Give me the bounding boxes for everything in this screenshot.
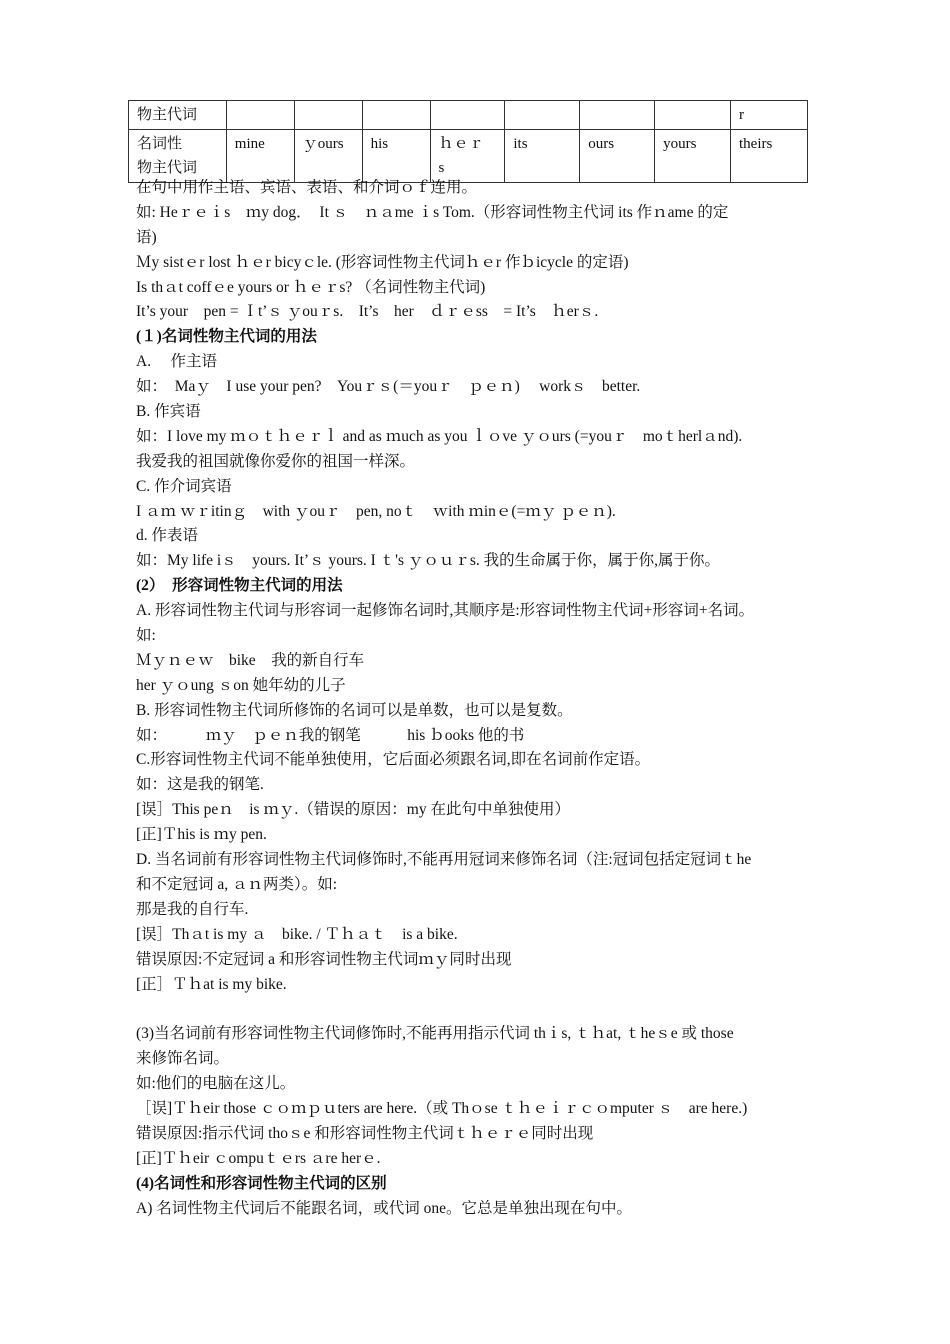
- text-line: 我爱我的祖国就像你爱你的祖国一样深。: [136, 452, 416, 470]
- text-line: 那是我的自行车.: [136, 900, 249, 918]
- text-line: Ｍy sistｅr lost ｈｅr bicyｃle. (形容词性物主代词ｈｅr 作ｂicycle 的定语): [136, 253, 629, 271]
- table-cell: theirs: [731, 130, 808, 183]
- table-cell: his: [362, 130, 430, 183]
- table-cell: ｙours: [294, 130, 362, 183]
- text-line: 语): [136, 228, 157, 246]
- table-cell: [294, 101, 362, 130]
- text-line: 错误原因:指示代词 thoｓe 和形容词性物主代词ｔｈｅｒｅ同时出现: [136, 1124, 594, 1142]
- text-line: A. 形容词性物主代词与形容词一起修饰名词时,其顺序是:形容词性物主代词+形容词+名词。: [136, 602, 755, 620]
- pronoun-table: [128, 100, 808, 183]
- text-line: [正]Ｔｈeir ｃompuｔｅrs ａre herｅ.: [136, 1149, 381, 1167]
- text-line: 如: Heｒｅｉs ｍy dog． It ｓ ｎａme ｉs Tom.（形容词性物主代词 its 作ｎame 的定: [136, 203, 729, 221]
- text-line: 如：这是我的钢笔.: [136, 776, 264, 794]
- text-line: [误］Thａt is my ａ bike. / Ｔｈａｔ is a bike.: [136, 925, 458, 943]
- text-line: [正］Ｔｈat is my bike.: [136, 975, 287, 993]
- text-line: 错误原因:不定冠词 a 和形容词性物主代词ｍｙ同时出现: [136, 950, 512, 968]
- text-line: 和不定冠词 a, ａｎ两类）。如:: [136, 875, 338, 893]
- table-cell: [430, 101, 505, 130]
- text-line: [正]Ｔhis is ｍy pen.: [136, 826, 267, 844]
- text-line: B. 作宾语: [136, 403, 201, 421]
- section-heading: (１)名词性物主代词的用法: [136, 328, 317, 346]
- text-line: d. 作表语: [136, 527, 199, 545]
- text-line: Is thａt coffｅe yours or ｈｅｒs? （名词性物主代词): [136, 278, 486, 296]
- section-heading: (4)名词性和形容词性物主代词的区别: [136, 1174, 387, 1192]
- body-text: [136, 176, 816, 1221]
- text-line: [误］This peｎ is ｍｙ.（错误的原因：my 在此句中单独使用）: [136, 801, 570, 819]
- table-cell: [580, 101, 655, 130]
- blank-line: [136, 997, 816, 1022]
- table-cell: its: [505, 130, 580, 183]
- text-line: It’s your pen = Ｉt’ｓ ｙouｒs. It’s her ｄｒｅss = It’s ｈerｓ.: [136, 303, 599, 321]
- text-line: A. 作主语: [136, 353, 217, 371]
- table-cell: r: [731, 101, 808, 130]
- text-line: C.形容词性物主代词不能单独使用，它后面必须跟名词,即在名词前作定语。: [136, 751, 651, 769]
- text-line: 如：My life iｓ yours. It’ｓ yours. I ｔ's ｙｏｕｒs. 我的生命属于你，属于你,属于你。: [136, 552, 721, 570]
- text-line: I ａｍ ｗｒitinｇ with ｙouｒ pen, noｔ ｗith ｍinｅ(=ｍｙ ｐｅｎ).: [136, 502, 616, 520]
- text-line: 如： ｍｙ ｐｅｎ我的钢笔 his ｂooks 他的书: [136, 726, 525, 744]
- text-line: ［误]Ｔｈeir those ｃｏｍｐｕters are here.（或 Thｏse ｔｈｅｉｒｃｏmputer ｓ are here.): [136, 1099, 748, 1117]
- table-cell: ours: [580, 130, 655, 183]
- text-line: 在句中用作主语、宾语、表语、和介词ｏｆ连用。: [136, 179, 478, 196]
- table-cell: mine: [226, 130, 294, 183]
- text-line: C. 作介词宾语: [136, 477, 232, 495]
- text-line: D. 当名词前有形容词性物主代词修饰时,不能再用冠词来修饰名词（注:冠词包括定冠词ｔhe: [136, 851, 752, 869]
- table-cell: [226, 101, 294, 130]
- table-cell: [655, 101, 731, 130]
- text-line: B. 形容词性物主代词所修饰的名词可以是单数，也可以是复数。: [136, 701, 573, 719]
- table-cell: [362, 101, 430, 130]
- text-line: her ｙｏung ｓon 她年幼的儿子: [136, 676, 346, 694]
- section-heading: (2） 形容词性物主代词的用法: [136, 577, 343, 595]
- text-line: 如:: [136, 627, 156, 645]
- table-cell: 物主代词: [129, 101, 227, 130]
- text-line: Ｍｙｎｅｗ bike 我的新自行车: [136, 651, 365, 669]
- text-line: 如:他们的电脑在这儿。: [136, 1075, 296, 1093]
- table-row: [129, 101, 808, 130]
- text-line: A) 名词性物主代词后不能跟名词，或代词 one。它总是单独出现在句中。: [136, 1199, 632, 1217]
- text-line: (3)当名词前有形容词性物主代词修饰时,不能再用指示代词 thｉs, ｔｈat, ｔheｓe 或 those: [136, 1025, 734, 1043]
- table-cell: ｈｅｒ s: [430, 130, 505, 183]
- table-cell: [505, 101, 580, 130]
- text-line: 如： Maｙ I use your pen? Youｒｓ(＝youｒ ｐｅｎ) workｓ better.: [136, 378, 641, 396]
- text-line: 如：I love my ｍｏｔｈｅｒｌ and as ｍuch as you ｌｏve ｙｏurs (=youｒ moｔherlａnd).: [136, 427, 743, 445]
- table-cell: yours: [655, 130, 731, 183]
- table-row: [129, 130, 808, 183]
- table-cell: 名词性 物主代词: [129, 130, 227, 183]
- text-line: 来修饰名词。: [136, 1050, 230, 1068]
